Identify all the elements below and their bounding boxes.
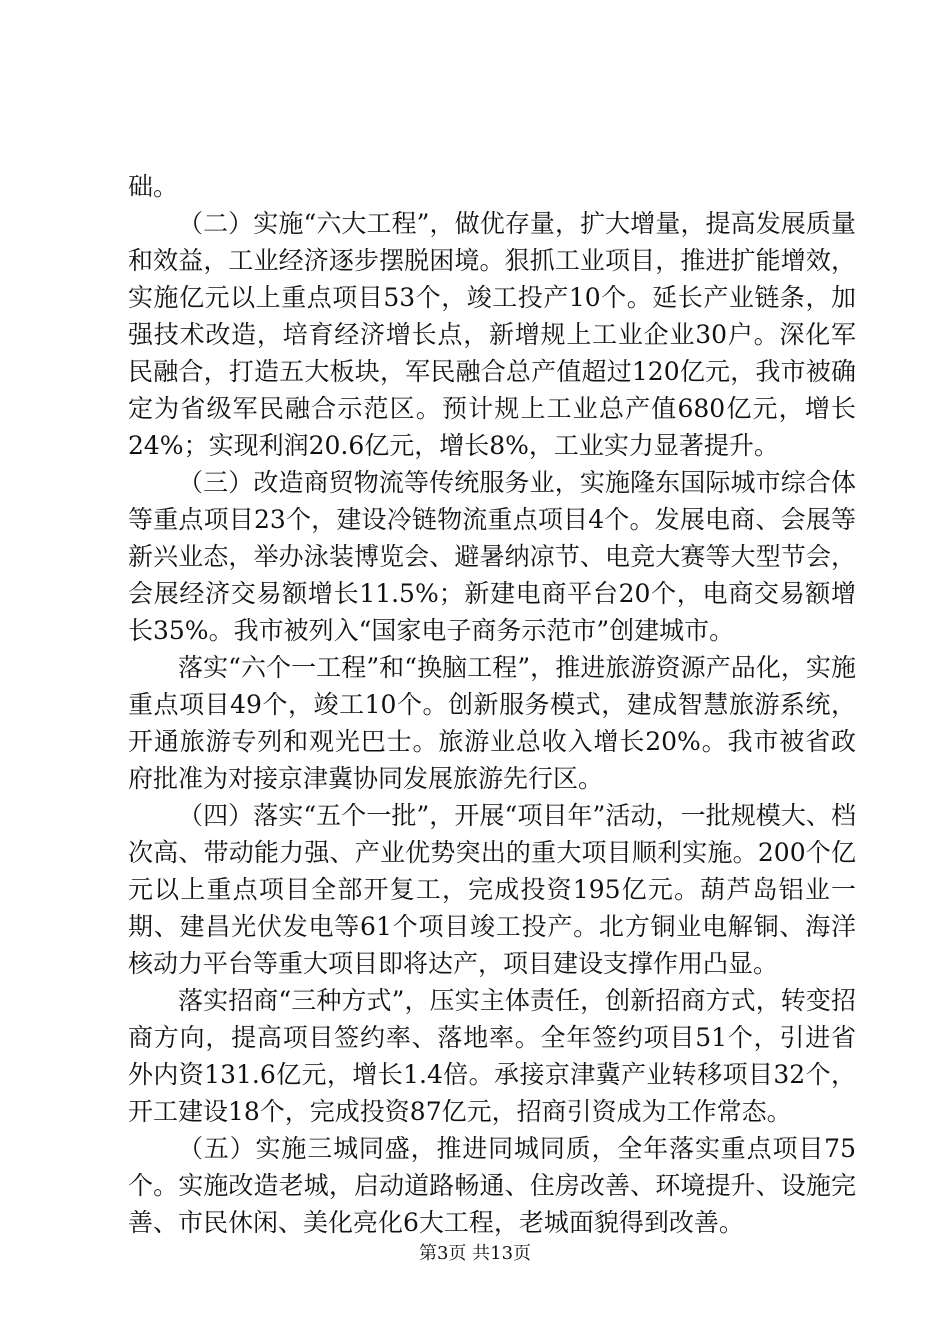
paragraph-investment: 落实招商“三种方式”，压实主体责任，创新招商方式，转变招商方向，提高项目签约率、落地率。全年签约项目51个，引进省外内资131.6亿元，增长1.4倍。承接京津冀产业转移项目32个，开工建设18个，完成投资87亿元，招商引资成为工作常态。 <box>128 986 856 1126</box>
paragraph-tourism: 落实“六个一工程”和“换脑工程”，推进旅游资源产品化，实施重点项目49个，竣工10个。创新服务模式，建成智慧旅游系统，开通旅游专列和观光巴士。旅游业总收入增长20%。我市被省政府批准为对接京津冀协同发展旅游先行区。 <box>128 653 856 793</box>
document-body <box>128 168 856 1241</box>
paragraph-industry: （二）实施“六大工程”，做优存量，扩大增量，提高发展质量和效益，工业经济逐步摆脱困境。狠抓工业项目，推进扩能增效，实施亿元以上重点项目53个，竣工投产10个。延长产业链条，加强技术改造，培育经济增长点，新增规上工业企业30户。深化军民融合，打造五大板块，军民融合总产值超过120亿元，我市被确定为省级军民融合示范区。预计规上工业总产值680亿元，增长24%；实现利润20.6亿元，增长8%，工业实力显著提升。 <box>128 209 856 460</box>
paragraph-projects: （四）落实“五个一批”，开展“项目年”活动，一批规模大、档次高、带动能力强、产业优势突出的重大项目顺利实施。200个亿元以上重点项目全部开复工，完成投资195亿元。葫芦岛铝业一期、建昌光伏发电等61个项目竣工投产。北方铜业电解铜、海洋核动力平台等重大项目即将达产，项目建设支撑作用凸显。 <box>128 801 856 978</box>
paragraph-commerce: （三）改造商贸物流等传统服务业，实施隆东国际城市综合体等重点项目23个，建设冷链物流重点项目4个。发展电商、会展等新兴业态，举办泳装博览会、避暑纳凉节、电竞大赛等大型节会，会展经济交易额增长11.5%；新建电商平台20个，电商交易额增长35%。我市被列入“国家电子商务示范市”创建城市。 <box>128 468 856 645</box>
page-number-footer: 第3页 共13页 <box>418 1243 532 1264</box>
paragraph-continuation: 础。 <box>128 172 179 201</box>
paragraph-urban: （五）实施三城同盛，推进同城同质，全年落实重点项目75个。实施改造老城，启动道路畅通、住房改善、环境提升、设施完善、市民休闲、美化亮化6大工程，老城面貌得到改善。 <box>128 1134 856 1237</box>
